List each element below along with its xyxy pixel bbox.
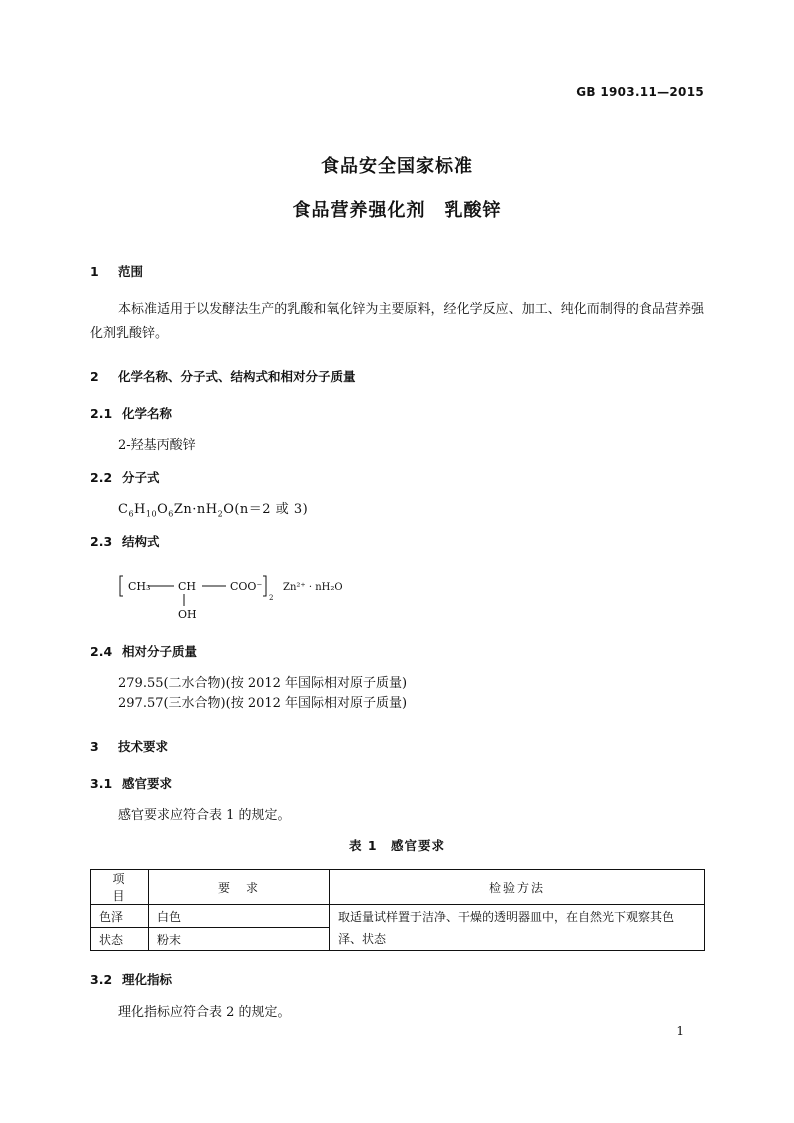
section-title: 范围 (118, 264, 144, 279)
structural-formula (118, 566, 358, 626)
section-number: 3 (90, 739, 99, 754)
row-item: 色泽 (91, 905, 149, 928)
section-title: 技术要求 (118, 739, 169, 754)
chemical-name: 2-羟基丙酸锌 (118, 438, 196, 453)
column-header-method: 检验方法 (330, 870, 705, 905)
molecular-mass-trihydrate: 297.57(三水合物)(按 2012 年国际相对原子质量) (118, 696, 408, 711)
section-title: 相对分子质量 (122, 644, 198, 659)
section-number: 2.2 (90, 470, 113, 485)
structure-subscript: 2 (269, 594, 274, 602)
section-title: 理化指标 (122, 972, 173, 987)
section-title: 化学名称、分子式、结构式和相对分子质量 (118, 369, 356, 384)
standard-code: GB 1903.11—2015 (576, 85, 704, 99)
section-1-text: 本标准适用于以发酵法生产的乳酸和氧化锌为主要原料，经化学反应、加工、纯化而制得的食品营养强化剂乳酸锌。 (90, 302, 704, 341)
row-requirement: 粉末 (149, 928, 330, 951)
section-3-heading (90, 737, 168, 755)
section-title: 感官要求 (122, 776, 173, 791)
section-3-1-heading (90, 774, 172, 792)
structure-oh: OH (178, 608, 197, 621)
table-header-row (91, 870, 705, 905)
page-number: 1 (676, 1024, 684, 1038)
column-header-item: 项 目 (91, 870, 149, 905)
table-1-caption: 表 1 感官要求 (348, 838, 446, 853)
document-subtitle: 食品营养强化剂 乳酸锌 (292, 200, 502, 221)
section-2-heading (90, 367, 356, 385)
column-header-requirement: 要 求 (149, 870, 330, 905)
molecular-mass-dihydrate: 279.55(二水合物)(按 2012 年国际相对原子质量) (118, 676, 408, 691)
section-3-1-text: 感官要求应符合表 1 的规定。 (118, 808, 291, 823)
section-title: 化学名称 (122, 406, 173, 421)
section-number: 1 (90, 264, 99, 279)
section-number: 3.2 (90, 972, 113, 987)
test-method-cell: 取适量试样置于洁净、干燥的透明器皿中，在自然光下观察其色泽、状态 (330, 905, 705, 951)
document-title: 食品安全国家标准 (321, 156, 473, 177)
molecular-formula: $C_6H_{10}O_6Zn\cdot nH_2O(n=2$ 或 3) (118, 502, 309, 519)
section-number: 2 (90, 369, 99, 384)
section-2-3-heading (90, 532, 160, 550)
structure-ch: CH (178, 580, 197, 593)
section-2-1-heading (90, 404, 172, 422)
sensory-requirements-table (90, 869, 705, 951)
structure-ch3: CH₃ (128, 580, 151, 593)
section-number: 2.1 (90, 406, 113, 421)
section-3-2-heading (90, 970, 172, 988)
section-2-2-heading (90, 468, 160, 486)
section-1-heading (90, 262, 143, 280)
table-row (91, 905, 705, 928)
row-item: 状态 (91, 928, 149, 951)
structure-coo: COO⁻ (230, 580, 263, 593)
section-number: 2.3 (90, 534, 113, 549)
section-3-2-text: 理化指标应符合表 2 的规定。 (118, 1005, 291, 1020)
section-number: 3.1 (90, 776, 113, 791)
row-requirement: 白色 (149, 905, 330, 928)
section-2-4-heading (90, 642, 197, 660)
structure-zn: Zn²⁺ · nH₂O (283, 582, 343, 593)
section-number: 2.4 (90, 644, 113, 659)
section-title: 分子式 (122, 470, 160, 485)
section-title: 结构式 (122, 534, 160, 549)
